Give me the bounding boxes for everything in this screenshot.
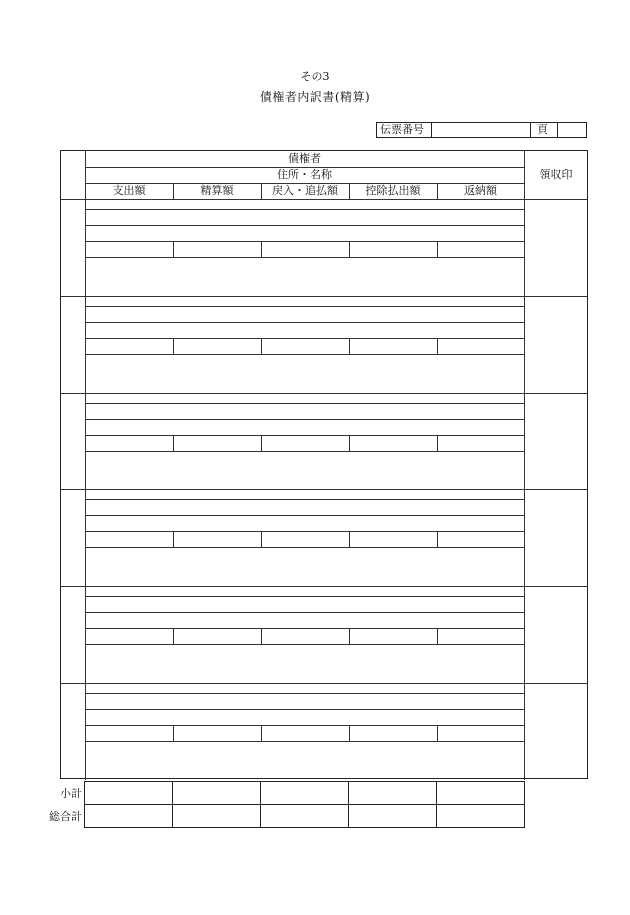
subtotal-cell[interactable]: [84, 781, 173, 805]
header-divider: [173, 183, 174, 199]
address-field[interactable]: [85, 419, 524, 435]
column-header-return: 返納額: [464, 184, 497, 197]
grand-total-cell[interactable]: [84, 804, 173, 828]
entry-number-cell[interactable]: [61, 586, 85, 683]
amount-field[interactable]: [261, 435, 349, 451]
entry-line: [85, 257, 524, 258]
amount-field[interactable]: [85, 531, 173, 547]
receipt-seal-cell[interactable]: [524, 586, 588, 683]
grand-total-cell[interactable]: [436, 804, 525, 828]
receipt-seal-cell[interactable]: [524, 296, 588, 393]
creditor-table: [60, 150, 588, 779]
amount-field[interactable]: [85, 435, 173, 451]
entry-separator: [61, 296, 588, 297]
amount-field[interactable]: [85, 338, 173, 354]
entry-line: [85, 451, 524, 452]
page-label: 頁: [530, 122, 558, 138]
address-field[interactable]: [85, 709, 524, 725]
amount-field[interactable]: [349, 725, 437, 741]
receipt-seal-cell[interactable]: [524, 489, 588, 586]
grand-total-cell[interactable]: [260, 804, 349, 828]
address-field[interactable]: [85, 225, 524, 241]
header-divider: [261, 183, 262, 199]
amount-field[interactable]: [437, 628, 525, 644]
subtotal-cell[interactable]: [436, 781, 525, 805]
entry-separator: [61, 586, 588, 587]
entry-number-cell[interactable]: [61, 296, 85, 393]
subtotal-cell[interactable]: [172, 781, 261, 805]
amount-field[interactable]: [173, 338, 261, 354]
subtotal-cell[interactable]: [260, 781, 349, 805]
column-header-settlement: 精算額: [200, 184, 234, 197]
entry-number-cell[interactable]: [61, 489, 85, 586]
amount-field[interactable]: [349, 241, 437, 257]
amount-field[interactable]: [437, 338, 525, 354]
subtotal-cell[interactable]: [348, 781, 437, 805]
amount-field[interactable]: [437, 725, 525, 741]
form-title: 債権者内訳書(精算): [259, 90, 371, 104]
receipt-seal-header: 領収印: [539, 168, 573, 181]
entry-line: [85, 741, 524, 742]
entry-number-cell[interactable]: [61, 393, 85, 490]
creditor-name-field[interactable]: [85, 596, 524, 612]
page-number-field[interactable]: [557, 122, 587, 138]
grand-total-label: 総合計: [49, 810, 82, 823]
address-header: 住所・名称: [277, 168, 332, 181]
entry-line: [85, 644, 524, 645]
column-header-refund-additional: 戻入・追払額: [272, 184, 338, 197]
amount-field[interactable]: [261, 241, 349, 257]
amount-field[interactable]: [173, 628, 261, 644]
amount-field[interactable]: [437, 531, 525, 547]
amount-field[interactable]: [261, 531, 349, 547]
slip-number-label: 伝票番号: [376, 122, 432, 138]
entry-separator: [61, 683, 588, 684]
amount-field[interactable]: [173, 435, 261, 451]
creditor-name-field[interactable]: [85, 693, 524, 709]
amount-field[interactable]: [349, 338, 437, 354]
subtotal-label: 小計: [60, 787, 82, 800]
grand-total-cell[interactable]: [172, 804, 261, 828]
form-subtitle: その3: [300, 70, 330, 83]
amount-field[interactable]: [85, 628, 173, 644]
address-field[interactable]: [85, 515, 524, 531]
amount-field[interactable]: [437, 435, 525, 451]
entry-line: [85, 354, 524, 355]
amount-field[interactable]: [173, 241, 261, 257]
creditor-header: 債権者: [288, 152, 321, 165]
creditor-name-field[interactable]: [85, 499, 524, 515]
receipt-seal-cell[interactable]: [524, 393, 588, 490]
header-bottom-line: [61, 199, 588, 200]
header-divider: [349, 183, 350, 199]
amount-field[interactable]: [437, 241, 525, 257]
amount-field[interactable]: [173, 725, 261, 741]
entry-line: [85, 547, 524, 548]
address-field[interactable]: [85, 612, 524, 628]
receipt-seal-cell[interactable]: [524, 683, 588, 780]
receipt-seal-cell[interactable]: [524, 199, 588, 296]
amount-field[interactable]: [349, 628, 437, 644]
entry-number-cell[interactable]: [61, 199, 85, 296]
amount-field[interactable]: [349, 435, 437, 451]
slip-number-field[interactable]: [431, 122, 531, 138]
creditor-name-field[interactable]: [85, 306, 524, 322]
address-field[interactable]: [85, 322, 524, 338]
amount-field[interactable]: [85, 241, 173, 257]
amount-field[interactable]: [261, 628, 349, 644]
grand-total-cell[interactable]: [348, 804, 437, 828]
amount-field[interactable]: [85, 725, 173, 741]
amount-field[interactable]: [349, 531, 437, 547]
creditor-name-field[interactable]: [85, 403, 524, 419]
amount-field[interactable]: [261, 725, 349, 741]
header-divider: [437, 183, 438, 199]
entry-number-cell[interactable]: [61, 683, 85, 780]
column-header-deduction: 控除払出額: [365, 184, 421, 197]
entry-separator: [61, 393, 588, 394]
amount-field[interactable]: [173, 531, 261, 547]
entry-separator: [61, 489, 588, 490]
creditor-name-field[interactable]: [85, 209, 524, 225]
amount-field[interactable]: [261, 338, 349, 354]
column-header-expenditure: 支出額: [112, 184, 146, 197]
